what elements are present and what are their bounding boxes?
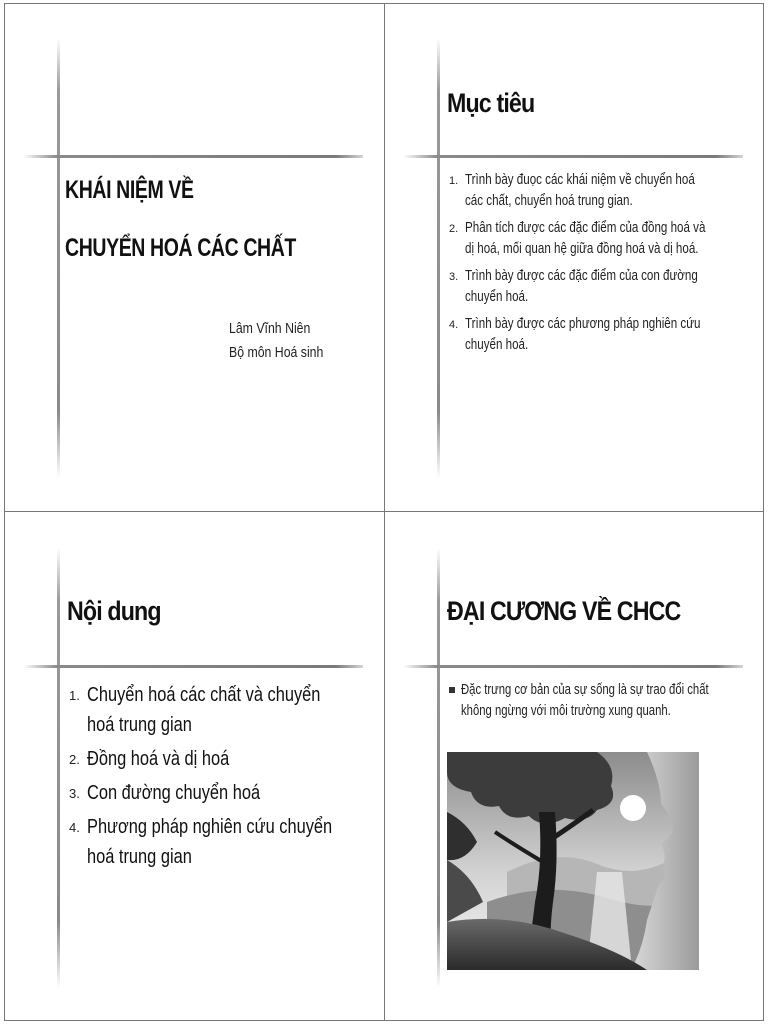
list-text: Trình bày đuọc các khái niệm về chuyển hoá các chất, chuyển hoá trung gian. — [465, 172, 695, 209]
list-item — [69, 744, 385, 774]
slide-vertical-rule — [437, 548, 440, 988]
main-title-line-2: CHUYỂN HOÁ CÁC CHẤT — [65, 234, 296, 262]
list-number: 4. — [69, 820, 80, 835]
slide-contents — [4, 511, 385, 1021]
list-number: 1. — [69, 688, 80, 703]
list-number: 2. — [69, 752, 80, 767]
author-department: Bộ môn Hoá sinh — [229, 344, 324, 361]
slide-objectives — [384, 3, 764, 512]
list-text: Đồng hoá và dị hoá — [87, 748, 230, 770]
list-item — [69, 680, 385, 740]
slide-horizontal-rule — [23, 665, 363, 668]
list-number: 3. — [449, 271, 459, 283]
author-name: Lâm Vĩnh Niên — [229, 320, 311, 337]
slide-title-overview: ĐẠI CƯƠNG VỀ CHCC — [447, 596, 681, 626]
profile-landscape-illustration-icon — [447, 752, 699, 970]
bullet-item — [449, 680, 764, 722]
slide-overview — [384, 511, 764, 1021]
square-bullet-icon — [449, 687, 455, 693]
list-number: 2. — [449, 223, 459, 235]
slide-horizontal-rule — [23, 155, 363, 158]
list-number: 1. — [449, 175, 459, 187]
objectives-list — [449, 170, 764, 362]
list-text: Phương pháp nghiên cứu chuyển hoá trung gian — [87, 816, 333, 868]
list-text: Chuyển hoá các chất và chuyển hoá trung gian — [87, 684, 321, 736]
list-text: Con đường chuyển hoá — [87, 782, 261, 804]
contents-list — [69, 680, 385, 876]
slide-horizontal-rule — [403, 665, 743, 668]
list-text: Trình bày được các đặc điểm của con đường chuyển hoá. — [465, 268, 698, 305]
slide-title — [4, 3, 385, 512]
list-item — [449, 266, 764, 308]
slide-vertical-rule — [57, 548, 60, 988]
list-item — [449, 218, 764, 260]
list-item — [69, 778, 385, 808]
main-title-line-1: KHÁI NIỆM VỀ — [65, 176, 194, 204]
bullet-text: Đặc trưng cơ bản của sự sống là sự trao đổi chất không ngừng với môi trường xung quanh. — [461, 682, 709, 719]
slide-vertical-rule — [437, 38, 440, 478]
slide-horizontal-rule — [403, 155, 743, 158]
list-number: 4. — [449, 319, 459, 331]
slide-vertical-rule — [57, 38, 60, 478]
list-item — [69, 812, 385, 872]
slide-title-objectives: Mục tiêu — [447, 88, 535, 118]
list-item — [449, 314, 764, 356]
list-text: Phân tích được các đặc điểm của đồng hoá và dị hoá, mối quan hệ giữa đồng hoá và dị hoá. — [465, 220, 706, 257]
slide-title-contents: Nội dung — [67, 596, 161, 626]
list-text: Trình bày được các phương pháp nghiên cứu chuyển hoá. — [465, 316, 701, 353]
list-number: 3. — [69, 786, 80, 801]
list-item — [449, 170, 764, 212]
